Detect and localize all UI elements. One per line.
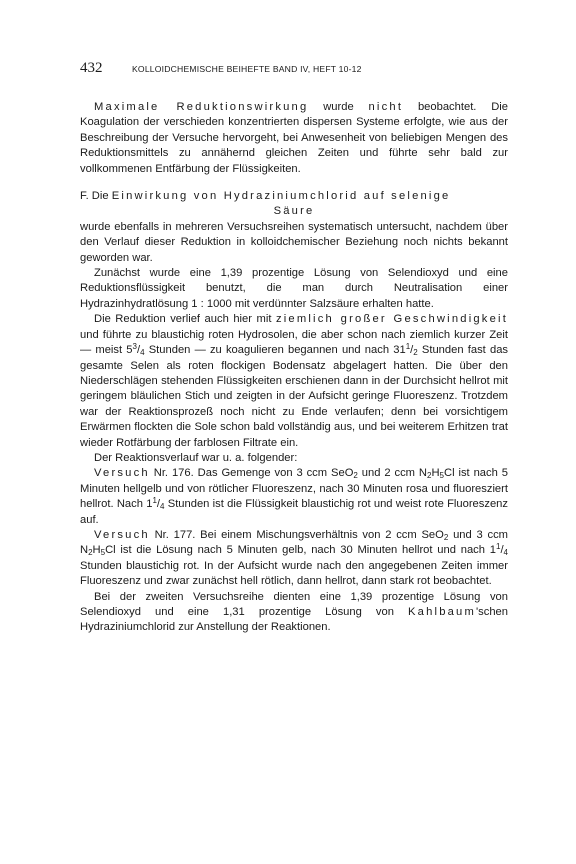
paragraph-8-text-a: Bei der zweiten Versuchsreihe dienten eine 1,39 prozentige Lösung von Selendioxyd und eine 1,31 prozentige Lösung von (80, 590, 508, 618)
document-page (80, 60, 508, 636)
fraction-denominator: 4 (140, 348, 145, 358)
experiment-177-text-b: und 3 ccm N (80, 528, 508, 557)
experiment-176-text-c: Cl ist nach 5 Minuten hellgelb und von rötlicher Fluoreszenz, nach 30 Minuten rosa und fluoresziert hellrot. Nach 1 (80, 467, 508, 511)
fraction-numerator: 3 (132, 342, 137, 352)
fraction-denominator: 2 (413, 348, 418, 358)
experiment-label: Versuch (94, 528, 150, 541)
experiment-label: Versuch (94, 467, 150, 480)
paragraph-1-text-b: wurde (308, 101, 369, 113)
journal-title: KOLLOIDCHEMISCHE BEIHEFTE BAND IV, HEFT 10-12 (132, 64, 362, 74)
paragraph-4-text-d: Stunden — zu koagulieren begannen und nach 31 (144, 344, 406, 357)
section-heading-line-1 (80, 189, 508, 204)
running-header (80, 60, 508, 82)
fraction-slash: / (136, 344, 141, 357)
paragraph-3: Zunächst wurde eine 1,39 prozentige Lösung von Selendioxyd und eine Reduktionsflüssigkeit benutzt, die man durch Neutralisation einer Hydrazinhydratlösung 1 : 1000 mit verdünnter Salzsäure erhalten hatte. (80, 267, 508, 310)
emphasis-kahlbaum: Kahlbaum (408, 606, 476, 618)
emphasis-geschwindigkeit: ziemlich großer Geschwindigkeit (275, 313, 509, 326)
fraction-slash: / (156, 498, 161, 511)
page-number: 432 (80, 60, 103, 76)
paragraph-4-text-e: Stunden fast das gesamte Selen als roten flockigen Bodensatz abgelagert hatten. Die über den Niederschlägen stehenden Flüssigkeiten erschienen dann in der Durchsicht hellrot mit geringem bläulichen Stich und zeigten in der Aufsicht geringe Fluoreszenz. Trotzdem war der Reaktionsprozeß noch nicht zu Ende verlaufen; denn bei vorsichtigem Erwärmen flockten die Sole schon bald vollständig aus, und bei weiterem Erhitzen trat wieder Rotfärbung der farblosen Filtrate ein. (80, 344, 509, 449)
paragraph-5: Der Reaktionsverlauf war u. a. folgender: (94, 451, 298, 464)
subscript: 2 (427, 471, 432, 481)
subscript: 2 (443, 532, 449, 542)
subscript: 2 (353, 471, 358, 481)
paragraph-8-text-c: 'schen Hydraziniumchlorid zur Anstellung der Reaktionen. (80, 606, 508, 634)
experiment-177-text-h: H (92, 544, 101, 557)
experiment-177 (80, 528, 508, 590)
paragraph-4-text-c: und führte zu blaustichig roten Hydrosolen, die aber schon nach ziemlich kurzer Zeit — meist 5 (80, 328, 508, 357)
paragraph-1-text-d: beobachtet. Die Koagulation der verschieden konzentrierten dispersen Systeme erfolgte, wie aus der Beschreibung der Versuche hervorgeht, bei Anwesenheit von beliebigen Mengen des Reduktionsmittels zu annähernd gleichen Zeiten und führte sehr bald zur vollkommenen Entfärbung der Flüssigkeiten. (80, 101, 509, 175)
body-text (80, 100, 508, 636)
paragraph-1 (80, 100, 508, 177)
fraction-numerator: 1 (495, 542, 501, 552)
section-heading-spaced: Einwirkung von Hydraziniumchlorid auf selenige (111, 190, 451, 203)
experiment-176-text-b: und 2 ccm N (357, 467, 427, 480)
experiment-177-text-d: Stunden blaustichig rot. In der Aufsicht wurde nach den angegebenen Zeiten immer Fluoreszenz und zwar zunächst hell rötlich, dann hellrot, dann stark rot beobachtet. (80, 559, 508, 588)
paragraph-2: wurde ebenfalls in mehreren Versuchsreihen systematisch untersucht, nachdem über den Verlauf dieser Reduktion in kolloidchemischer Beziehung noch nichts bekannt geworden war. (80, 220, 508, 264)
fraction-slash: / (410, 344, 414, 357)
emphasis-maximale-reduktionswirkung: Maximale Reduktionswirkung (94, 101, 309, 113)
paragraph-8 (80, 590, 508, 636)
paragraph-4 (80, 312, 508, 451)
experiment-177-text-c: Cl ist die Lösung nach 5 Minuten gelb, nach 30 Minuten hellrot und nach 1 (105, 544, 496, 557)
fraction-numerator: 1 (152, 496, 157, 506)
fraction-denominator: 4 (503, 548, 508, 558)
experiment-177-text-a: Nr. 177. Bei einem Mischungsverhältnis von 2 ccm SeO (149, 528, 444, 541)
subscript: 5 (439, 471, 444, 481)
fraction-numerator: 1 (405, 342, 411, 352)
section-heading (80, 189, 508, 220)
emphasis-nicht: nicht (368, 101, 404, 113)
experiment-176-text-h: H (431, 467, 440, 480)
section-heading-prefix: F. Die (80, 190, 112, 203)
subscript: 2 (88, 548, 93, 558)
fraction-slash: / (500, 544, 504, 557)
experiment-176-text-d: Stunden ist die Flüssigkeit blaustichig rot und weist rote Fluoreszenz auf. (80, 498, 509, 526)
experiment-176-text-a: Nr. 176. Das Gemenge von 3 ccm SeO (149, 467, 354, 480)
subscript: 5 (100, 548, 106, 558)
section-heading-line-2: Säure (273, 205, 315, 218)
experiment-176 (80, 466, 508, 528)
paragraph-4-text-a: Die Reduktion verlief auch hier mit (94, 313, 276, 326)
fraction-denominator: 4 (160, 502, 165, 512)
